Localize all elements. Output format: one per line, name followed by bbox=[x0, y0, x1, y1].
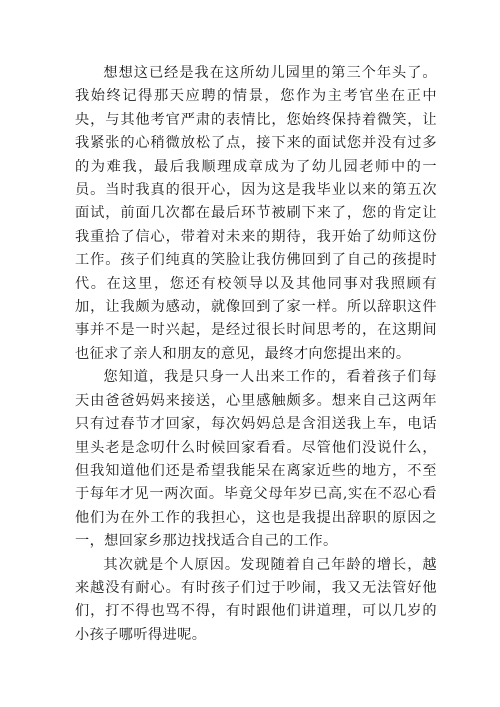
document-page bbox=[75, 62, 437, 647]
paragraph-3: 其次就是个人原因。发现随着自己年龄的增长，越来越没有耐心。有时孩子们过于吵闹，我又无法管好他们，打不得也骂不得，有时跟他们讲道理，可以几岁的小孩子哪听得进呢。 bbox=[75, 556, 437, 643]
paragraph-2: 您知道，我是只身一人出来工作的，看着孩子们每天由爸爸妈妈来接送，心里感触颇多。想来自己这两年只有过春节才回家，每次妈妈总是含泪送我上车，电话里头老是念叨什么时候回家看看。尽管他们没说什么，但我知道他们还是希望我能呆在离家近些的地方，不至于每年才见一两次面。毕竟父母年岁已高,实在不忍心看他们为在外工作的我担心，这也是我提出辞职的原因之一，想回家乡那边找找适合自己的工作。 bbox=[75, 369, 437, 550]
paragraph-1: 想想这已经是我在这所幼儿园里的第三个年头了。我始终记得那天应聘的情景，您作为主考官坐在正中央，与其他考官严肃的表情比，您始终保持着微笑，让我紧张的心稍微放松了点，接下来的面试您并没有过多的为难我，最后我顺理成章成为了幼儿园老师中的一员。当时我真的很开心，因为这是我毕业以来的第五次面试，前面几次都在最后环节被刷下来了，您的肯定让我重拾了信心，带着对未来的期待，我开始了幼师这份工作。孩子们纯真的笑脸让我仿佛回到了自己的孩提时代。在这里，您还有校领导以及其他同事对我照顾有加，让我颇为感动，就像回到了家一样。所以辞职这件事并不是一时兴起，是经过很长时间思考的，在这期间也征求了亲人和朋友的意见，最终才向您提出来的。 bbox=[75, 65, 437, 362]
